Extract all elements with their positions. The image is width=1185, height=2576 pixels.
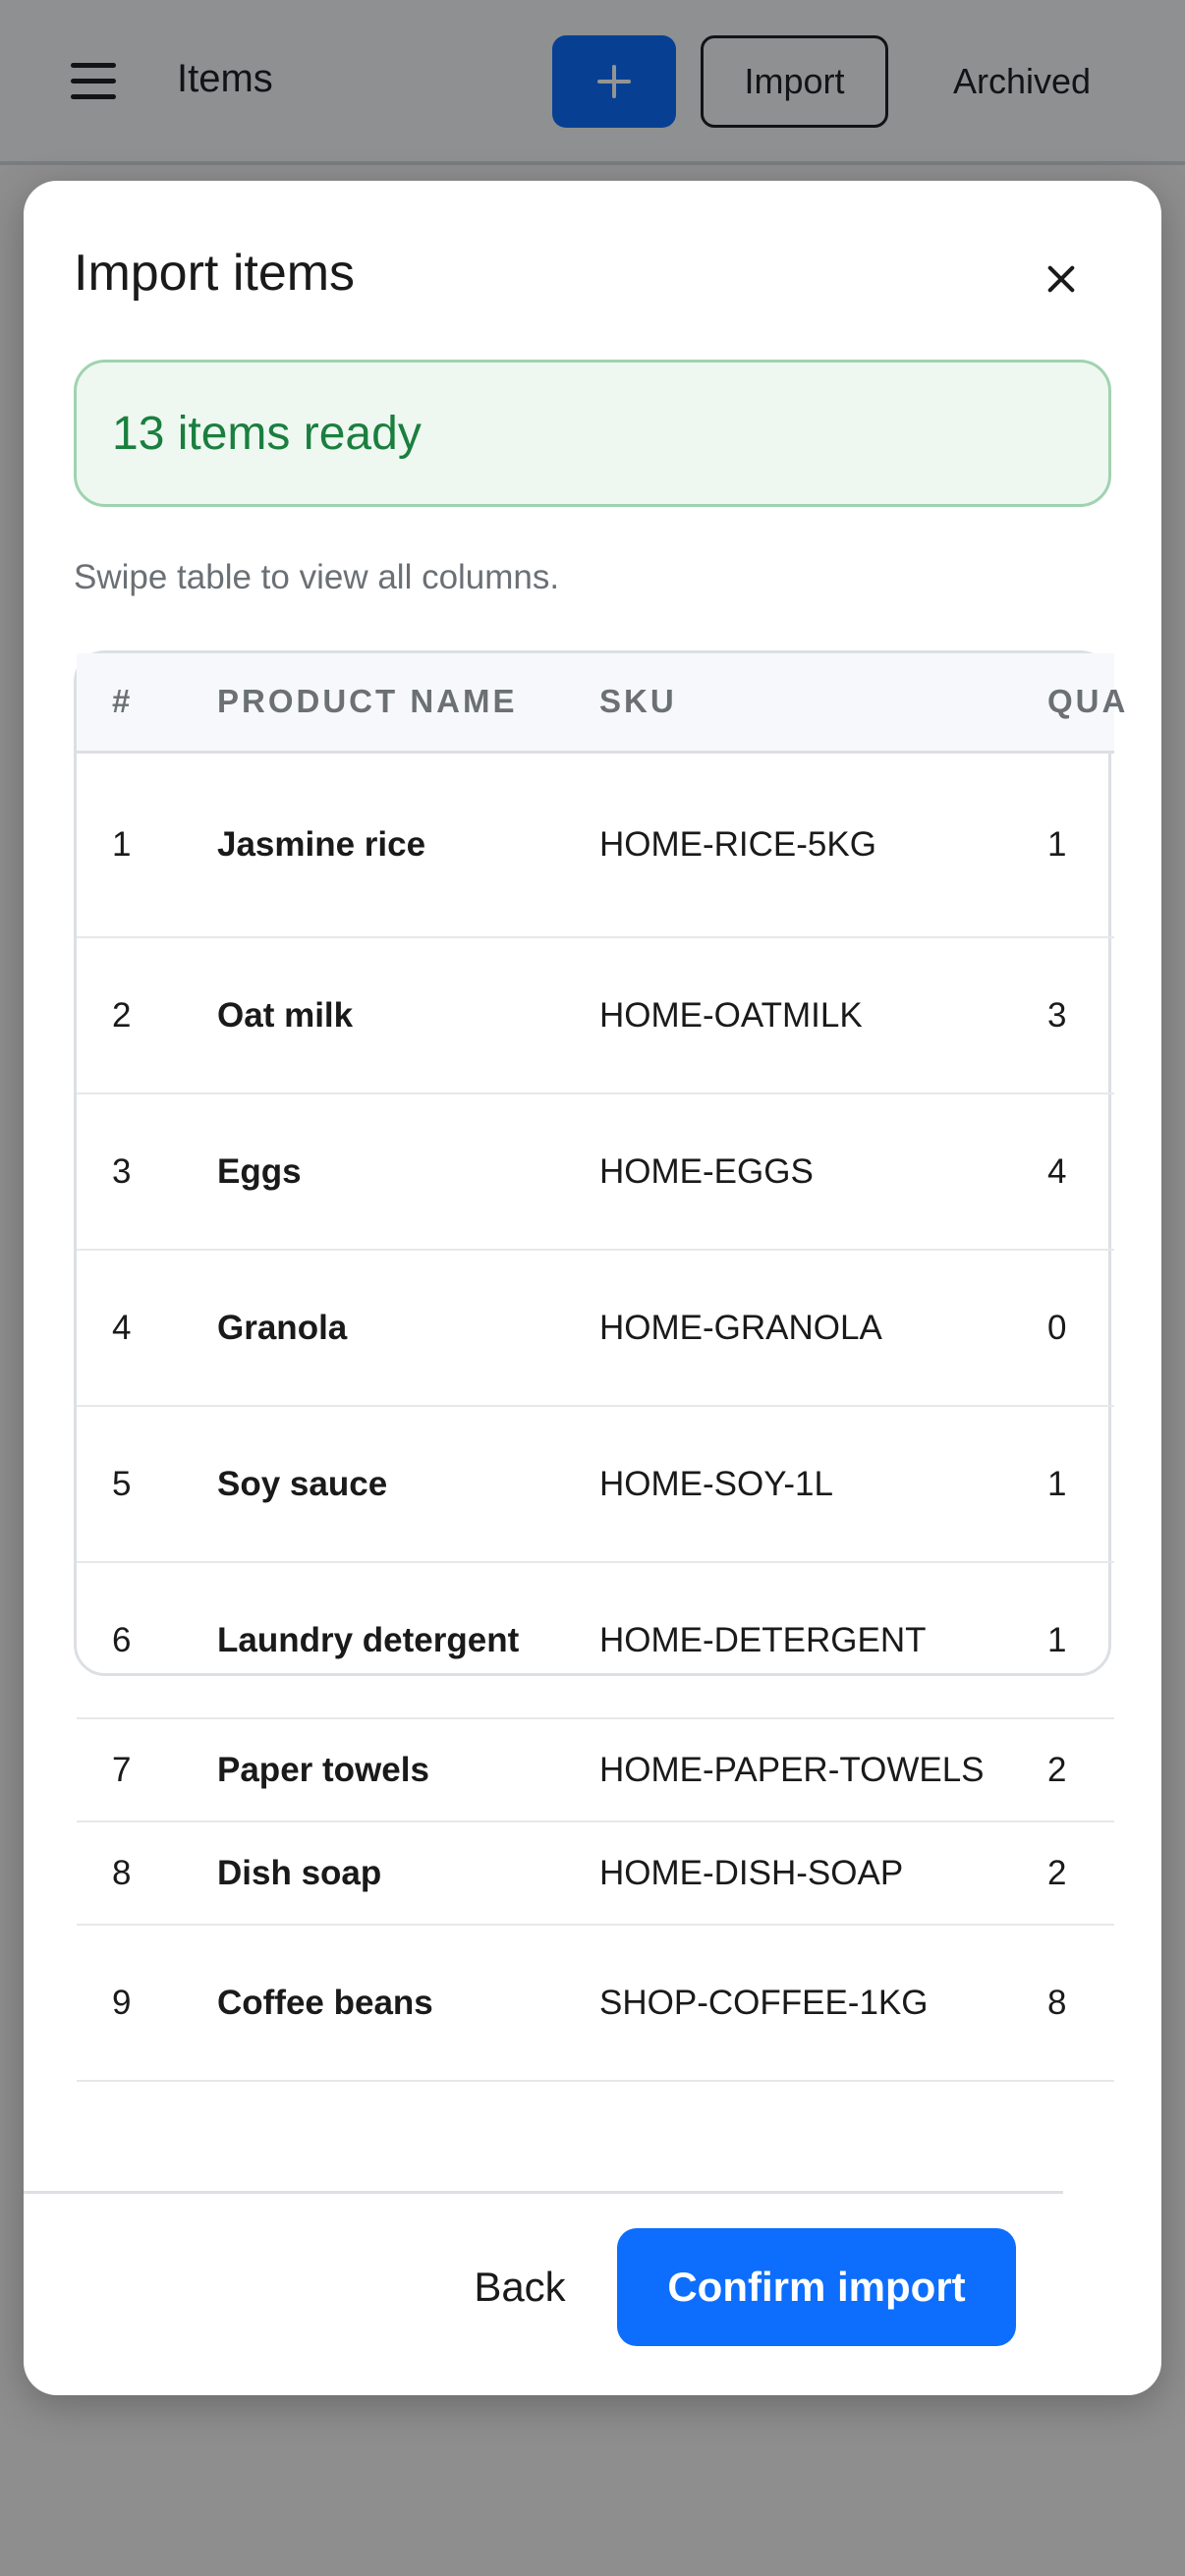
row-number: 1 [112, 825, 132, 864]
sku: HOME-DISH-SOAP [599, 1853, 904, 1892]
archived-button[interactable]: Archived [952, 61, 1092, 101]
quantity: 8 [1047, 1983, 1067, 2022]
product-name: Paper towels [217, 1750, 429, 1789]
product-name: Laundry detergent [217, 1620, 520, 1659]
row-number: 7 [112, 1750, 132, 1789]
column-header-quantity: QUA [1047, 683, 1129, 719]
table-header [77, 653, 1129, 754]
quantity: 3 [1047, 995, 1067, 1035]
footer-divider [24, 2191, 1063, 2194]
quantity: 4 [1047, 1151, 1067, 1191]
close-icon[interactable] [1040, 257, 1083, 301]
row-number: 4 [112, 1308, 132, 1347]
quantity: 1 [1047, 825, 1067, 864]
modal-title: Import items [74, 245, 356, 302]
import-preview-table[interactable] [74, 650, 1129, 2022]
table-row [77, 1094, 1114, 1251]
product-name: Coffee beans [217, 1983, 433, 2022]
product-name: Eggs [217, 1151, 302, 1191]
quantity: 1 [1047, 1464, 1067, 1503]
table-row [77, 1251, 1114, 1407]
quantity: 2 [1047, 1853, 1067, 1892]
table-row [77, 1407, 1114, 1563]
sku: SHOP-COFFEE-1KG [599, 1983, 929, 2022]
row-number: 6 [112, 1620, 132, 1659]
column-header-sku: SKU [599, 683, 677, 719]
product-name: Granola [217, 1308, 348, 1347]
table-row [77, 938, 1114, 1094]
product-name: Oat milk [217, 995, 354, 1035]
row-number: 9 [112, 1983, 132, 2022]
sku: HOME-OATMILK [599, 995, 863, 1035]
quantity: 2 [1047, 1750, 1067, 1789]
sku: HOME-SOY-1L [599, 1464, 833, 1503]
sku: HOME-GRANOLA [599, 1308, 882, 1347]
quantity: 0 [1047, 1308, 1067, 1347]
column-header-product-name: PRODUCT NAME [217, 683, 518, 719]
table-row [77, 1822, 1114, 1926]
product-name: Soy sauce [217, 1464, 388, 1503]
table-row [77, 1563, 1114, 1719]
table-row [77, 1926, 1114, 2082]
sku: HOME-DETERGENT [599, 1620, 927, 1659]
table-row [77, 754, 1114, 938]
row-number: 8 [112, 1853, 132, 1892]
product-name: Jasmine rice [217, 825, 426, 864]
swipe-hint: Swipe table to view all columns. [74, 558, 560, 596]
page-title: Items [177, 57, 273, 100]
row-number: 5 [112, 1464, 132, 1503]
import-items-modal [24, 181, 1161, 2395]
sku: HOME-RICE-5KG [599, 825, 876, 864]
product-name: Dish soap [217, 1853, 382, 1892]
sku: HOME-PAPER-TOWELS [599, 1750, 985, 1789]
sku: HOME-EGGS [599, 1151, 814, 1191]
back-button[interactable]: Back [474, 2264, 566, 2310]
confirm-import-button[interactable]: Confirm import [617, 2228, 1016, 2346]
column-header-number: # [112, 683, 134, 719]
quantity: 1 [1047, 1620, 1067, 1659]
row-number: 2 [112, 995, 132, 1035]
import-button[interactable]: Import [701, 35, 888, 128]
table-row [77, 1719, 1114, 1822]
row-number: 3 [112, 1151, 132, 1191]
ready-status-banner: 13 items ready [74, 360, 1111, 507]
